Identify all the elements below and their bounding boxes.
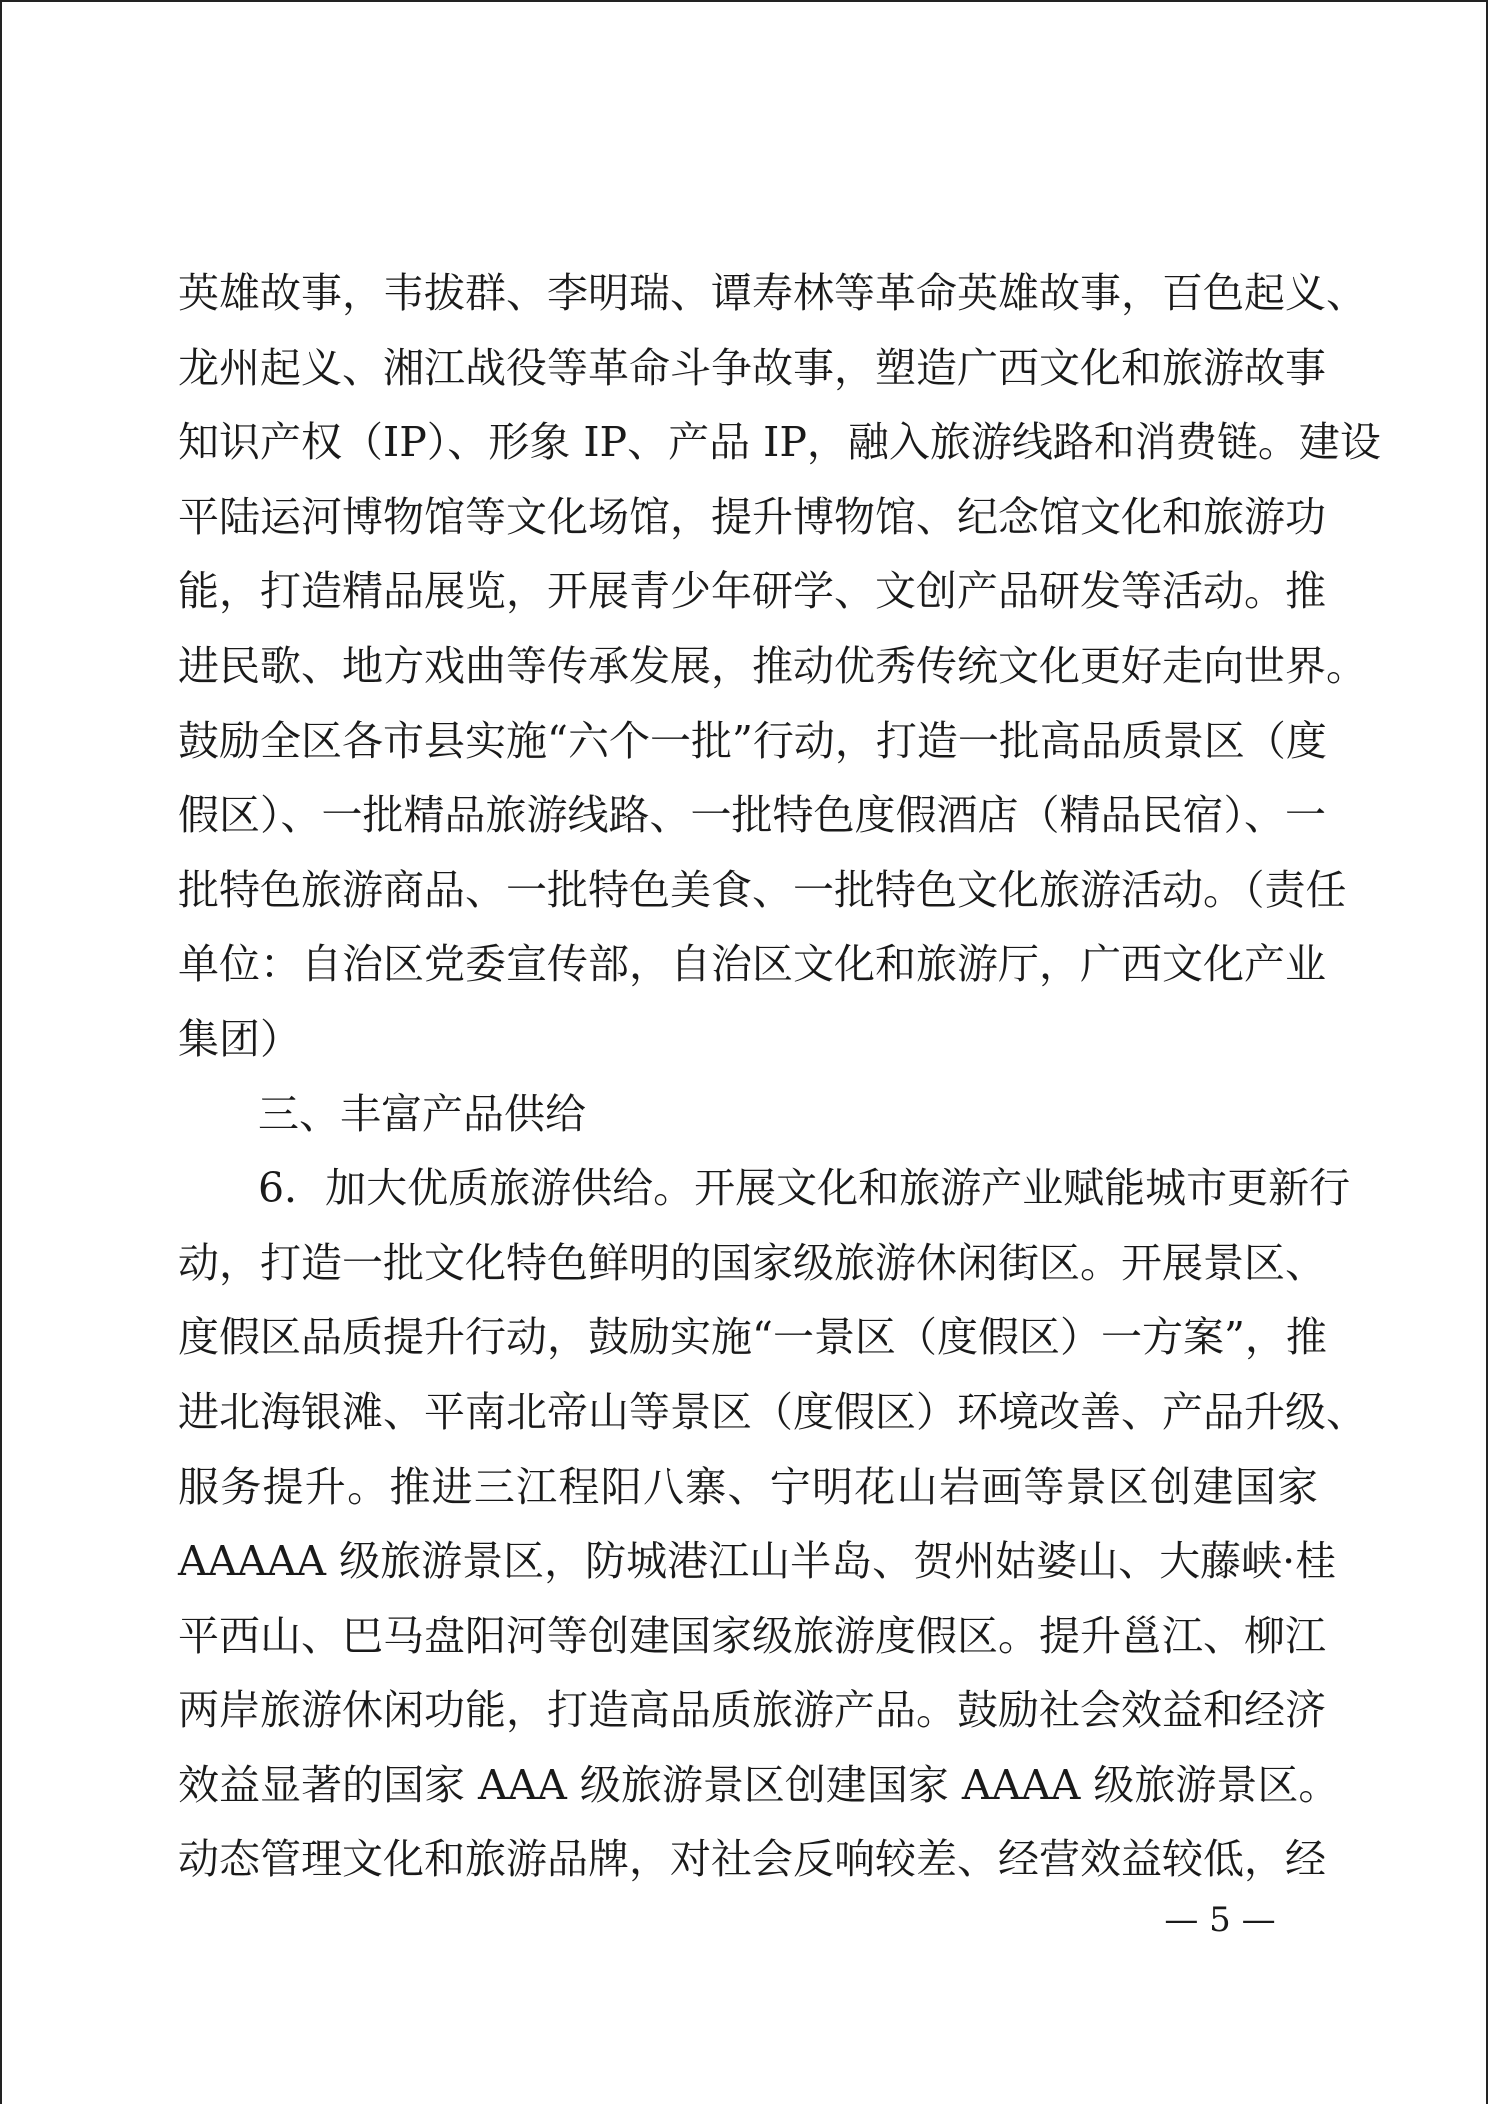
text-line: 知识产权（IP）、形象 IP、产品 IP，融入旅游线路和消费链。建设: [178, 418, 1381, 467]
text-line: 平陆运河博物馆等文化场馆，提升博物馆、纪念馆文化和旅游功: [178, 492, 1326, 541]
text-line: 进民歌、地方戏曲等传承发展，推动优秀传统文化更好走向世界。: [178, 641, 1367, 690]
text-line: 假区）、一批精品旅游线路、一批特色度假酒店（精品民宿）、一: [178, 791, 1326, 840]
text-line: 进北海银滩、平南北帝山等景区（度假区）环境改善、产品升级、: [178, 1387, 1367, 1436]
text-line: 鼓励全区各市县实施“六个一批”行动，打造一批高品质景区（度: [178, 716, 1327, 765]
text-line: 英雄故事，韦拔群、李明瑞、谭寿林等革命英雄故事，百色起义、: [178, 269, 1367, 317]
document-body: [178, 256, 1381, 1897]
page-number: — 5 —: [1164, 1900, 1276, 1940]
text-line: 能，打造精品展览，开展青少年研学、文创产品研发等活动。推: [178, 567, 1326, 616]
page-border-left: [0, 0, 2, 2104]
text-line: 单位：自治区党委宣传部，自治区文化和旅游厅，广西文化产业: [178, 940, 1326, 989]
text-line: 服务提升。推进三江程阳八寨、宁明花山岩画等景区创建国家: [178, 1462, 1318, 1511]
text-line: 平西山、巴马盘阳河等创建国家级旅游度假区。提升邕江、柳江: [178, 1611, 1326, 1660]
page-border-top: [0, 0, 1488, 2]
text-line: 6．加大优质旅游供给。开展文化和旅游产业赋能城市更新行: [258, 1164, 1351, 1213]
text-line: 效益显著的国家 AAA 级旅游景区创建国家 AAAA 级旅游景区。: [178, 1760, 1340, 1809]
text-line: 两岸旅游休闲功能，打造高品质旅游产品。鼓励社会效益和经济: [178, 1686, 1326, 1735]
text-line: 龙州起义、湘江战役等革命斗争故事，塑造广西文化和旅游故事: [178, 343, 1326, 392]
section-heading: 三、丰富产品供给: [258, 1089, 586, 1138]
text-line: 度假区品质提升行动，鼓励实施“一景区（度假区）一方案”，推: [178, 1313, 1327, 1362]
text-line: AAAAA 级旅游景区，防城港江山半岛、贺州姑婆山、大藤峡·桂: [178, 1537, 1337, 1586]
text-line: 批特色旅游商品、一批特色美食、一批特色文化旅游活动。（责任: [178, 865, 1347, 914]
text-line: 动，打造一批文化特色鲜明的国家级旅游休闲街区。开展景区、: [178, 1238, 1326, 1287]
text-line: 动态管理文化和旅游品牌，对社会反响较差、经营效益较低，经: [178, 1835, 1326, 1884]
text-line: 集团）: [178, 1014, 301, 1063]
